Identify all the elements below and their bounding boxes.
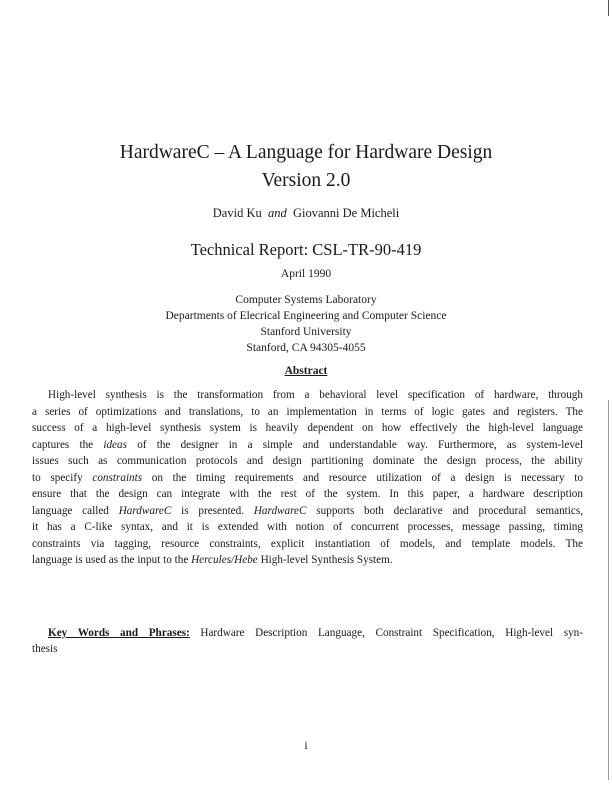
report-date: April 1990 xyxy=(280,268,332,280)
abstract-line xyxy=(48,388,583,402)
abstract-line xyxy=(32,438,583,452)
text: a series of optimizations and translations, to an implementation in terms of logic gates and registers. The xyxy=(32,405,583,418)
keywords-text: Hardware Description Language, Constraint Specification, High-level syn- xyxy=(189,627,583,639)
text: language called xyxy=(32,504,119,517)
author-1: David Ku xyxy=(212,206,262,220)
abstract-line xyxy=(32,471,583,485)
text: issues such as communication protocols and design partitioning dominate the design process, the ability xyxy=(32,455,583,467)
text: ensure that the design can integrate with the rest of the system. In this paper, a hardware description xyxy=(32,488,583,500)
text: of the designer in a simple and understandable way. Furthermore, as system-level xyxy=(126,438,583,451)
scan-edge-line xyxy=(608,0,609,16)
scan-edge-line xyxy=(608,400,609,780)
text: to specify xyxy=(32,471,93,484)
abstract-line xyxy=(32,487,583,501)
text: on the timing requirements and resource utilization of a design is necessary to xyxy=(142,471,583,484)
abstract-line xyxy=(32,454,583,468)
page-number: i xyxy=(304,738,308,752)
keywords xyxy=(48,627,583,639)
text: success of a high-level synthesis system is heavily dependent on how effectively the high-level language xyxy=(32,422,583,434)
abstract-line xyxy=(32,405,583,419)
abstract-line xyxy=(32,537,583,551)
text: High-level synthesis is the transformation from a behavioral level specification of hardware, through xyxy=(48,389,583,401)
text: High-level Synthesis System. xyxy=(257,554,393,566)
paper-version: Version 2.0 xyxy=(261,170,351,191)
abstract-line xyxy=(32,421,583,435)
emphasis: constraints xyxy=(92,471,143,484)
affiliation-line: Stanford University xyxy=(260,326,352,338)
text: is presented. xyxy=(171,504,254,517)
authors xyxy=(0,206,612,221)
text: constraints via tagging, resource constraints, explicit instantiation of models, and template models. The xyxy=(32,537,583,550)
paper-title: HardwareC – A Language for Hardware Design xyxy=(119,142,493,163)
emphasis: ideas xyxy=(103,438,127,451)
text: it has a C-like syntax, and it is extended with notion of concurrent processes, message passing, timing xyxy=(32,521,583,533)
abstract-line xyxy=(32,520,583,534)
emphasis: Hercules/Hebe xyxy=(191,554,258,566)
author-2: Giovanni De Micheli xyxy=(292,206,400,220)
emphasis: HardwareC xyxy=(253,504,307,517)
abstract-line xyxy=(32,504,583,518)
emphasis: HardwareC xyxy=(118,504,172,517)
text: language is used as the input to the xyxy=(32,554,192,566)
abstract-heading: Abstract xyxy=(284,365,328,377)
affiliation-line: Computer Systems Laboratory xyxy=(235,294,377,306)
keywords-continued: thesis xyxy=(32,643,58,655)
and-word: and xyxy=(267,206,287,220)
abstract-line xyxy=(32,553,583,567)
keywords-label: Key Words and Phrases: xyxy=(48,627,190,639)
affiliation-line: Stanford, CA 94305-4055 xyxy=(246,342,366,354)
text: supports both declarative and procedural semantics, xyxy=(306,504,584,517)
affiliation-line: Departments of Elecrical Engineering and Computer Science xyxy=(165,310,447,322)
text: captures the xyxy=(32,438,104,451)
report-number: Technical Report: CSL-TR-90-419 xyxy=(190,240,422,259)
